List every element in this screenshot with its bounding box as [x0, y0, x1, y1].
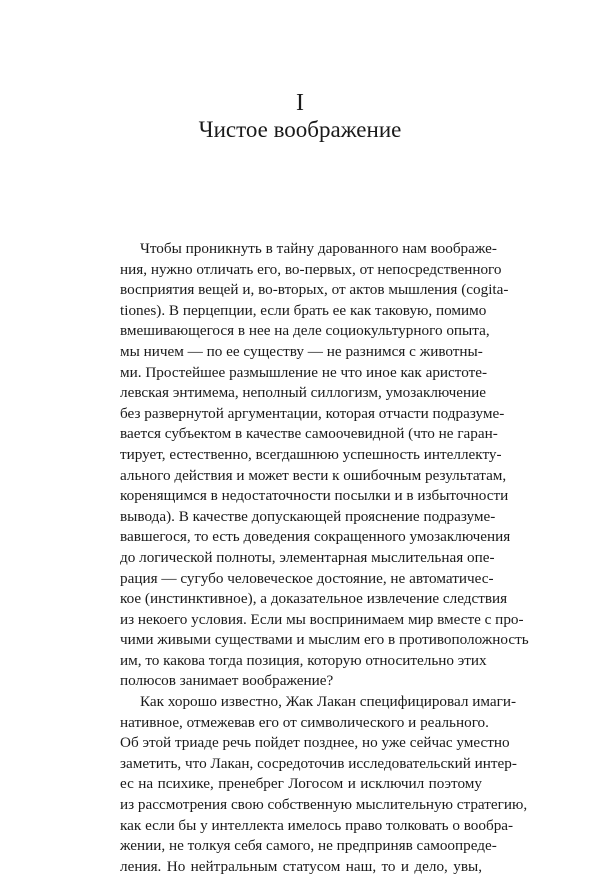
text-line: левская энтимема, неполный силлогизм, умозаключение	[120, 384, 487, 402]
text-line: до логической полноты, элементарная мыслительная опе-	[120, 548, 495, 566]
chapter-title: Чистое воображение	[198, 117, 402, 142]
text-line: жении, не толкуя себя самого, не предприняв самоопреде-	[120, 837, 497, 855]
text-line: им, то какова тогда позиция, которую относительно этих	[120, 651, 487, 669]
text-line: tiones). В перцепции, если брать ее как таковую, помимо	[120, 301, 487, 319]
text-line: вается субъектом в качестве самоочевидной (что не гаран-	[120, 425, 498, 443]
text-line: вывода). В качестве допускающей прояснение подразуме-	[120, 507, 496, 525]
text-line: мы ничем — по ее существу — не разнимся с животны-	[120, 342, 483, 360]
text-line: вавшегося, то есть доведения сокращенного умозаключения	[120, 528, 511, 546]
text-line: из рассмотрения свою собственную мыслительную стратегию,	[120, 796, 528, 814]
body-text	[120, 239, 529, 877]
text-line: ления. Но нейтральным статусом наш, то и дело, увы,	[120, 857, 482, 875]
text-line: без развернутой аргументации, которая отчасти подразуме-	[120, 404, 505, 422]
text-line: Как хорошо известно, Жак Лакан специфицировал имаги-	[140, 693, 517, 711]
text-line: восприятия вещей и, во-вторых, от актов мышления (cogita-	[120, 281, 509, 299]
text-line: Об этой триаде речь пойдет позднее, но уже сейчас уместно	[120, 734, 510, 752]
text-line: рация — сугубо человеческое достояние, не автоматичес-	[120, 569, 494, 587]
text-line: ес на психике, пренебрег Логосом и исключил поэтому	[120, 775, 482, 793]
text-line: как если бы у интеллекта имелось право толковать о вообра-	[120, 816, 514, 834]
text-line: Чтобы проникнуть в тайну дарованного нам воображе-	[140, 240, 497, 257]
text-line: из некоего условия. Если мы воспринимаем мир вместе с про-	[120, 610, 524, 628]
text-line: заметить, что Лакан, сосредоточив исследовательский интер-	[120, 754, 517, 772]
text-line: вмешивающегося в нее на деле социокультурного опыта,	[120, 322, 490, 340]
text-line: ми. Простейшее размышление не что иное как аристоте-	[120, 363, 488, 381]
text-line: ального действия и может вести к ошибочным результатам,	[120, 466, 507, 484]
text-line: ния, нужно отличать его, во-первых, от непосредственного	[120, 260, 502, 278]
text-line: полюсов занимает воображение?	[120, 672, 334, 690]
chapter-number: I	[296, 90, 304, 116]
text-line: коренящимся в недостаточности посылки и в избыточности	[120, 487, 509, 505]
text-line: чими живыми существами и мыслим его в противоположность	[120, 631, 529, 649]
text-line: нативное, отмежевав его от символического и реального.	[120, 713, 489, 731]
text-line: тирует, естественно, всегдашнюю успешность интеллекту-	[120, 445, 502, 463]
text-line: кое (инстинктивное), а доказательное извлечение следствия	[120, 590, 508, 608]
